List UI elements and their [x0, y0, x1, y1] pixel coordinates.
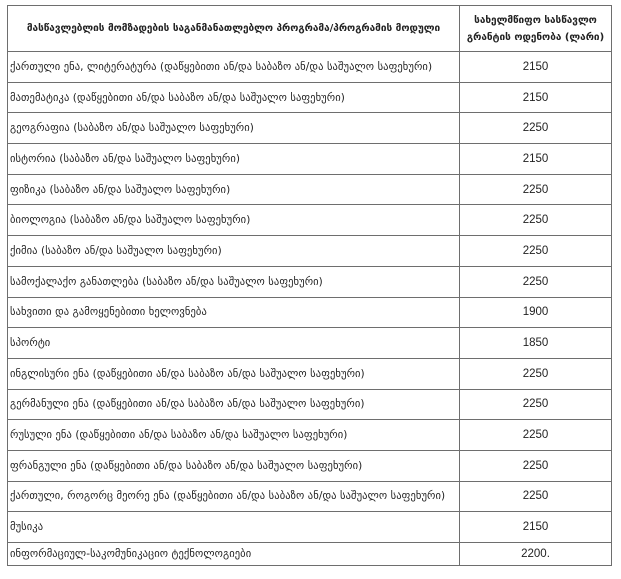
table-row — [8, 174, 612, 205]
program-name-cell: ბიოლოგია (საბაზო ან/და საშუალო საფეხური) — [8, 205, 460, 236]
grant-amount-cell: 1850 — [460, 328, 612, 359]
program-name-cell: სამოქალაქო განათლება (საბაზო ან/და საშუალო საფეხური) — [8, 266, 460, 297]
table-row — [8, 144, 612, 175]
table-row — [8, 82, 612, 113]
table-row — [8, 358, 612, 389]
program-name-cell: სახვითი და გამოყენებითი ხელოვნება — [8, 297, 460, 328]
program-name-cell: მუსიკა — [8, 512, 460, 543]
grant-header-line1: სახელმწიფო სასწავლო — [474, 14, 597, 26]
program-name-cell: ისტორია (საბაზო ან/და საშუალო საფეხური) — [8, 144, 460, 175]
table-row — [8, 420, 612, 451]
grant-amount-cell: 2250 — [460, 113, 612, 144]
program-column-header: მასწავლებლის მომზადების საგანმანათლებლო პროგრამა/პროგრამის მოდული — [8, 6, 460, 52]
grant-amount-cell: 2250 — [460, 358, 612, 389]
table-row — [8, 481, 612, 512]
grant-amount-cell: 2150 — [460, 52, 612, 83]
program-name-cell: ქართული, როგორც მეორე ენა (დაწყებითი ან/და საბაზო ან/და საშუალო საფეხური) — [8, 481, 460, 512]
table-row — [8, 297, 612, 328]
program-name-cell: ფრანგული ენა (დაწყებითი ან/და საბაზო ან/და საშუალო საფეხური) — [8, 450, 460, 481]
grant-column-header — [460, 6, 612, 52]
program-name-cell: ინგლისური ენა (დაწყებითი ან/და საბაზო ან/და საშუალო საფეხური) — [8, 358, 460, 389]
grant-amount-cell: 2150 — [460, 144, 612, 175]
grant-amount-cell: 2150 — [460, 512, 612, 543]
program-name-cell: ქიმია (საბაზო ან/და საშუალო საფეხური) — [8, 236, 460, 267]
table-row — [8, 205, 612, 236]
table-row — [8, 512, 612, 543]
grant-table-frame — [7, 5, 609, 566]
grant-amount-cell: 2250 — [460, 236, 612, 267]
grant-amount-cell: 2250 — [460, 266, 612, 297]
grant-amount-cell: 2150 — [460, 82, 612, 113]
table-row — [8, 328, 612, 359]
table-row — [8, 266, 612, 297]
grant-amount-cell: 2250 — [460, 420, 612, 451]
grant-amount-cell: 2250 — [460, 174, 612, 205]
program-name-cell: გერმანული ენა (დაწყებითი ან/და საბაზო ან/და საშუალო საფეხური) — [8, 389, 460, 420]
table-header-row — [8, 6, 612, 52]
table-row — [8, 389, 612, 420]
program-name-cell: სპორტი — [8, 328, 460, 359]
program-name-cell: რუსული ენა (დაწყებითი ან/და საბაზო ან/და საშუალო საფეხური) — [8, 420, 460, 451]
table-row — [8, 450, 612, 481]
program-name-cell: მათემატიკა (დაწყებითი ან/და საბაზო ან/და საშუალო საფეხური) — [8, 82, 460, 113]
grant-amount-cell: 2250 — [460, 205, 612, 236]
table-body — [8, 52, 612, 566]
grant-amount-cell: 2250 — [460, 450, 612, 481]
program-name-cell: გეოგრაფია (საბაზო ან/და საშუალო საფეხური) — [8, 113, 460, 144]
table-row — [8, 236, 612, 267]
table-row — [8, 543, 612, 566]
table-row — [8, 52, 612, 83]
program-name-cell: ქართული ენა, ლიტერატურა (დაწყებითი ან/და საბაზო ან/და საშუალო საფეხური) — [8, 52, 460, 83]
program-name-cell: ინფორმაციულ-საკომუნიკაციო ტექნოლოგიები — [8, 543, 460, 566]
grant-amount-cell: 2250 — [460, 481, 612, 512]
grant-amount-cell: 2200. — [460, 543, 612, 566]
grant-amount-cell: 1900 — [460, 297, 612, 328]
table-row — [8, 113, 612, 144]
grant-amount-cell: 2250 — [460, 389, 612, 420]
program-name-cell: ფიზიკა (საბაზო ან/და საშუალო საფეხური) — [8, 174, 460, 205]
grant-table — [7, 5, 612, 566]
grant-header-line2: გრანტის ოდენობა (ლარი) — [466, 31, 605, 43]
